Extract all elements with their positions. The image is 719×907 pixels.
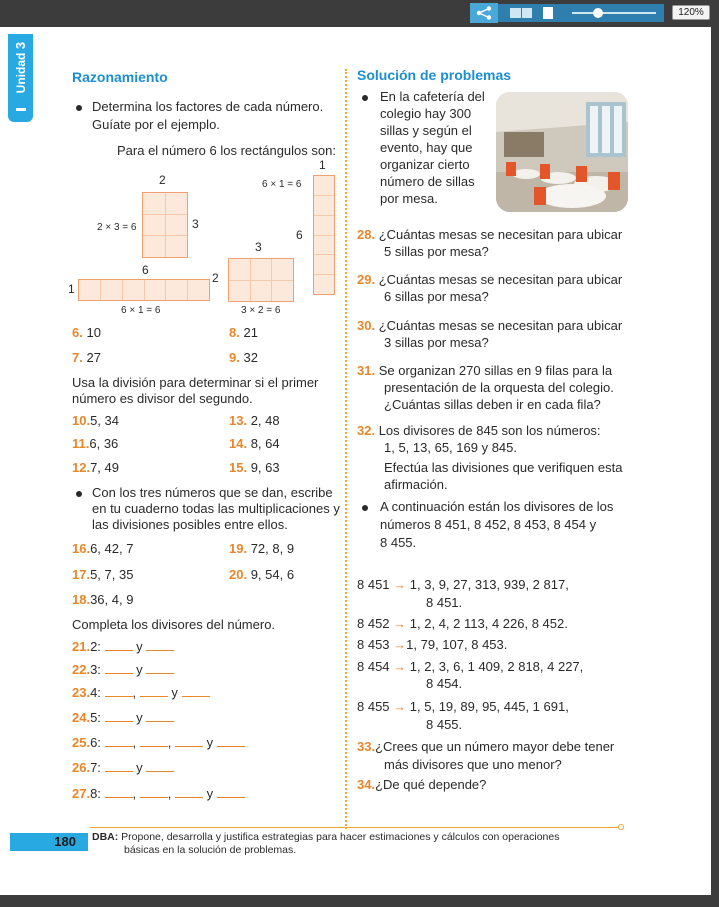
answer-blank[interactable] — [105, 663, 133, 674]
viewer-toolbar — [0, 0, 719, 27]
divisor-list: 8 452 → 1, 2, 4, 2 113, 4 226, 8 452. — [357, 616, 568, 631]
exercise-item: 20. 9, 54, 6 — [229, 567, 295, 582]
instruction-text: Usa la división para determinar si el primer — [72, 375, 319, 390]
problem-32: 32. Los divisores de 845 son los números: — [357, 423, 601, 438]
exercise-item: 8. 21 — [229, 325, 258, 340]
problem-28: 28. ¿Cuántas mesas se necesitan para ubicar — [357, 227, 623, 242]
rect-multiplication: 2 × 3 = 6 — [97, 222, 137, 233]
answer-blank[interactable] — [146, 711, 174, 722]
fill-in-item: 24.5: y — [72, 710, 174, 726]
rect-top-label: 2 — [159, 173, 166, 187]
fill-in-item: 25.6: , , y — [72, 735, 245, 751]
divisor-list: 8 454 → 1, 2, 3, 6, 1 409, 2 818, 4 227, — [357, 659, 584, 674]
bullet — [76, 491, 82, 497]
unit-tab-mark — [16, 108, 26, 111]
example-text: Para el número 6 los rectángulos son: — [117, 143, 336, 158]
column-divider — [345, 69, 347, 829]
share-icon — [476, 6, 492, 20]
factor-rectangle-1x6 — [313, 175, 335, 295]
problem-31-cont: ¿Cuántas sillas deben ir en cada fila? — [384, 397, 601, 412]
instruction-text: en tu cuaderno todas las multiplicaciones y — [92, 501, 340, 516]
answer-blank[interactable] — [175, 787, 203, 798]
section-heading-problems: Solución de problemas — [357, 67, 512, 83]
problem-30: 30. ¿Cuántas mesas se necesitan para ubicar — [357, 318, 623, 333]
rect-top-label: 1 — [319, 158, 326, 172]
exercise-item: 18.36, 4, 9 — [72, 592, 134, 607]
problem-30-cont: 3 sillas por mesa? — [384, 335, 489, 350]
divisor-list-cont: 8 454. — [426, 676, 463, 691]
answer-blank[interactable] — [140, 787, 168, 798]
unit-label: Unidad — [14, 52, 28, 94]
instruction-text: Guíate por el ejemplo. — [92, 117, 220, 132]
rect-multiplication: 3 × 2 = 6 — [241, 305, 281, 316]
exercise-item: 7. 27 — [72, 350, 101, 365]
divisor-list: 8 451 → 1, 3, 9, 27, 313, 939, 2 817, — [357, 577, 569, 592]
problem-text: evento, hay que — [380, 140, 473, 155]
problem-32-cont: Efectúa las divisiones que verifiquen esta — [384, 460, 623, 475]
exercise-item: 10.5, 34 — [72, 413, 119, 428]
answer-blank[interactable] — [146, 640, 174, 651]
answer-blank[interactable] — [146, 663, 174, 674]
dba-note: DBA: Propone, desarrolla y justifica estrategias para hacer estimaciones y cálculos con operaciones — [92, 831, 560, 843]
problem-text: colegio hay 300 — [380, 106, 472, 121]
answer-blank[interactable] — [140, 686, 168, 697]
exercise-item: 14. 8, 64 — [229, 436, 280, 451]
single-page-icon[interactable] — [543, 7, 553, 19]
instruction-text: Completa los divisores del número. — [72, 617, 276, 632]
answer-blank[interactable] — [217, 787, 245, 798]
problem-text: sillas y según el — [380, 123, 472, 138]
unit-tab — [8, 34, 33, 122]
bullet — [76, 105, 82, 111]
book-page — [0, 27, 711, 895]
exercise-item: 19. 72, 8, 9 — [229, 541, 295, 556]
divisor-list: 8 453 →1, 79, 107, 8 453. — [357, 637, 508, 652]
problem-29: 29. ¿Cuántas mesas se necesitan para ubicar — [357, 272, 623, 287]
zoom-slider-handle[interactable] — [593, 8, 603, 18]
zoom-level[interactable]: 120% — [672, 5, 710, 20]
section-heading-reasoning: Razonamiento — [72, 69, 168, 85]
divisor-list-cont: 8 451. — [426, 595, 463, 610]
problem-34: 34.¿De qué depende? — [357, 777, 487, 792]
zoom-slider-track[interactable] — [572, 12, 656, 14]
rect-side-label: 2 — [212, 271, 219, 285]
fill-in-item: 23.4: , y — [72, 685, 210, 701]
exercise-item: 15. 9, 63 — [229, 460, 280, 475]
exercise-item: 9. 32 — [229, 350, 258, 365]
problem-31: 31. Se organizan 270 sillas en 9 filas para la — [357, 363, 613, 378]
footer-rule-dot — [618, 824, 624, 830]
problem-text: número de sillas — [380, 174, 475, 189]
exercise-item: 6. 10 — [72, 325, 101, 340]
factor-rectangle-2x3 — [142, 192, 188, 258]
problem-33: 33.¿Crees que un número mayor debe tener — [357, 739, 615, 754]
answer-blank[interactable] — [217, 736, 245, 747]
problem-text: En la cafetería del — [380, 89, 485, 104]
answer-blank[interactable] — [182, 686, 210, 697]
exercise-item: 12.7, 49 — [72, 460, 119, 475]
divisor-list: 8 455 → 1, 5, 19, 89, 95, 445, 1 691, — [357, 699, 569, 714]
problem-text: números 8 451, 8 452, 8 453, 8 454 y — [380, 517, 597, 532]
answer-blank[interactable] — [105, 761, 133, 772]
problem-32-cont: afirmación. — [384, 477, 448, 492]
cafeteria-photo — [496, 92, 628, 212]
answer-blank[interactable] — [105, 711, 133, 722]
answer-blank[interactable] — [105, 787, 133, 798]
factor-rectangle-6x1 — [78, 279, 210, 301]
rect-multiplication: 6 × 1 = 6 — [262, 179, 302, 190]
problem-32-cont: 1, 5, 13, 65, 169 y 845. — [384, 440, 517, 455]
instruction-text: Con los tres números que se dan, escribe — [92, 485, 333, 500]
exercise-item: 13. 2, 48 — [229, 413, 280, 428]
fill-in-item: 26.7: y — [72, 760, 174, 776]
answer-blank[interactable] — [175, 736, 203, 747]
exercise-item: 16.6, 42, 7 — [72, 541, 134, 556]
answer-blank[interactable] — [105, 686, 133, 697]
rect-multiplication: 6 × 1 = 6 — [121, 305, 161, 316]
factor-rectangle-3x2 — [228, 258, 294, 302]
instruction-text: número es divisor del segundo. — [72, 391, 253, 406]
dba-note-cont: básicas en la solución de problemas. — [124, 844, 297, 856]
two-page-icon[interactable] — [510, 8, 532, 18]
problem-text: por mesa. — [380, 191, 438, 206]
bullet — [362, 505, 368, 511]
divisor-list-cont: 8 455. — [426, 717, 463, 732]
fill-in-item: 22.3: y — [72, 662, 174, 678]
bullet — [362, 95, 368, 101]
unit-number: 3 — [13, 41, 28, 50]
problem-text: organizar cierto — [380, 157, 470, 172]
rect-side-label: 1 — [68, 282, 75, 296]
problem-text: 8 455. — [380, 535, 417, 550]
footer-rule — [90, 827, 622, 828]
rect-side-label: 6 — [296, 228, 303, 242]
problem-33-cont: más divisores que uno menor? — [384, 757, 562, 772]
problem-29-cont: 6 sillas por mesa? — [384, 289, 489, 304]
answer-blank[interactable] — [146, 761, 174, 772]
exercise-item: 17.5, 7, 35 — [72, 567, 134, 582]
problem-28-cont: 5 sillas por mesa? — [384, 244, 489, 259]
answer-blank[interactable] — [105, 736, 133, 747]
instruction-text: las divisiones posibles entre ellos. — [92, 517, 288, 532]
rect-top-label: 6 — [142, 263, 149, 277]
answer-blank[interactable] — [105, 640, 133, 651]
page-number: 180 — [10, 833, 88, 851]
problem-31-cont: presentación de la orquesta del colegio. — [384, 380, 614, 395]
rect-side-label: 3 — [192, 217, 199, 231]
fill-in-item: 27.8: , , y — [72, 786, 245, 802]
instruction-text: Determina los factores de cada número. — [92, 99, 324, 114]
viewer-bottom-bar — [0, 895, 719, 907]
fill-in-item: 21.2: y — [72, 639, 174, 655]
problem-text: A continuación están los divisores de los — [380, 499, 614, 514]
exercise-item: 11.6, 36 — [72, 436, 119, 451]
rect-top-label: 3 — [255, 240, 262, 254]
share-button[interactable] — [470, 3, 498, 23]
answer-blank[interactable] — [140, 736, 168, 747]
